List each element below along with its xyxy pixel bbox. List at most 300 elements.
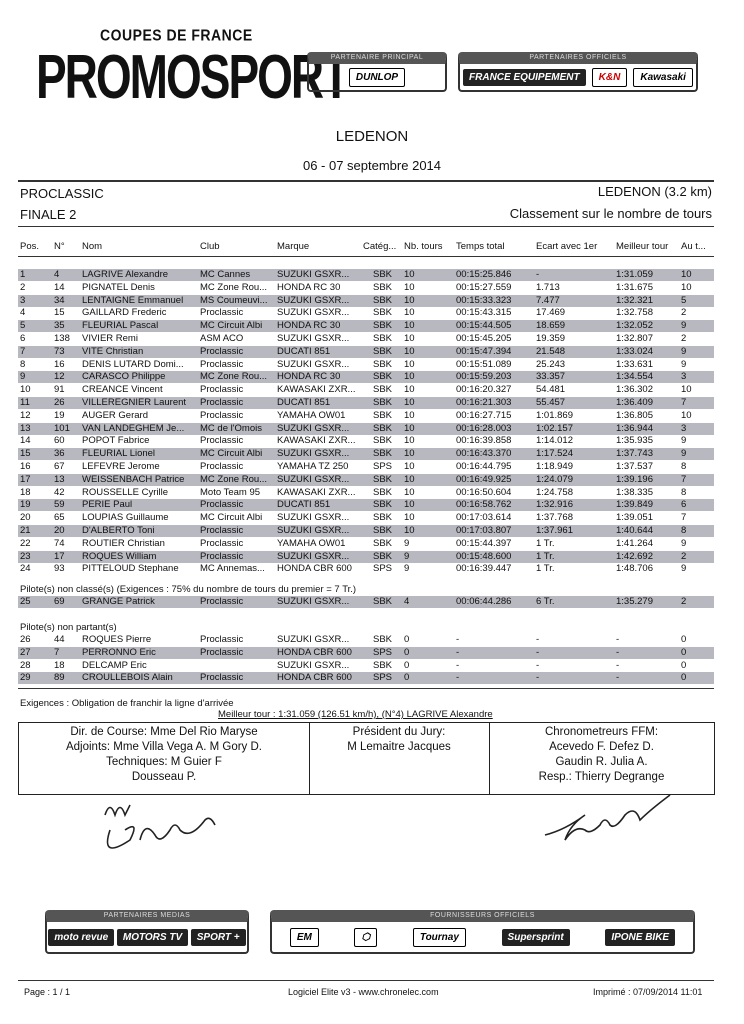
cell-total-time: 00:16:20.327 (456, 384, 512, 396)
cell-total-time: 00:17:03.807 (456, 525, 512, 536)
cell-name: ROQUES Pierre (82, 634, 152, 645)
cell-total-time: 00:16:50.604 (456, 486, 512, 498)
cell-name: CROULLEBOIS Alain (82, 672, 173, 684)
cell-at-lap: 7 (681, 512, 687, 524)
cell-best-lap: 1:35.279 (616, 596, 653, 607)
cell-at-lap: 10 (681, 269, 692, 280)
cell-gap: 1:17.524 (536, 448, 573, 460)
official-suppliers-title: FOURNISSEURS OFFICIELS (430, 912, 535, 919)
cell-gap: 1:32.916 (536, 499, 573, 511)
cell-brand: SUZUKI GSXR... (277, 512, 350, 524)
cell-total-time: 00:16:43.370 (456, 448, 512, 460)
cell-club: Proclassic (200, 461, 244, 472)
cell-laps: 10 (404, 320, 415, 332)
cell-category: SBK (373, 409, 393, 421)
cell-club: MC Annemas... (200, 563, 265, 575)
col-best-lap: Meilleur tour (616, 241, 669, 252)
cell-category: SBK (373, 294, 393, 306)
cell-total-time: - (456, 672, 460, 684)
cell-pos: 29 (20, 672, 31, 684)
cell-at-lap: 5 (681, 294, 687, 306)
cell-brand: YAMAHA OW01 (277, 537, 346, 549)
cell-at-lap: 10 (681, 409, 692, 421)
table-row (18, 647, 714, 659)
table-row (18, 333, 714, 345)
cell-gap: 6 Tr. (536, 596, 555, 607)
director-signature (95, 795, 245, 865)
cell-number: 60 (54, 435, 65, 447)
cell-gap: 17.469 (536, 307, 566, 319)
cell-category: SBK (373, 473, 393, 485)
cell-brand: YAMAHA OW01 (277, 409, 346, 421)
cell-number: 59 (54, 499, 65, 511)
cell-brand: SUZUKI GSXR... (277, 596, 350, 607)
cell-club: MC Zone Rou... (200, 473, 268, 485)
cell-number: 19 (54, 409, 65, 421)
ipone-bike-logo: IPONE BIKE (605, 929, 675, 946)
cell-brand: DUCATI 851 (277, 397, 331, 408)
cell-name: LEFEVRE Jerome (82, 461, 160, 472)
cell-total-time: 00:16:39.858 (456, 435, 512, 447)
cell-category: SBK (373, 358, 393, 370)
cell-number: 89 (54, 672, 65, 684)
jury-president (309, 725, 489, 755)
cell-laps: 10 (404, 499, 415, 511)
cell-category: SBK (373, 345, 393, 357)
cell-category: SBK (373, 281, 393, 293)
cell-number: 65 (54, 512, 65, 524)
cell-pos: 8 (20, 358, 26, 370)
col-gap: Ecart avec 1er (536, 241, 598, 252)
timekeepers-label: Chronometreurs FFM: (544, 726, 659, 738)
dunlop-logo: DUNLOP (349, 68, 405, 87)
helmet-logo: ⬡ (354, 928, 377, 947)
cell-total-time: 00:16:58.762 (456, 499, 512, 511)
cell-total-time: 00:16:49.925 (456, 473, 512, 485)
col-category: Catég... (363, 241, 397, 252)
cell-name: ROQUES William (82, 550, 157, 562)
cell-laps: 10 (404, 397, 415, 408)
cell-club: Proclassic (200, 596, 244, 607)
em-logo: EM (290, 928, 319, 947)
cell-gap: 1:37.768 (536, 512, 573, 524)
cell-laps: 10 (404, 473, 415, 485)
cell-club: Proclassic (200, 384, 244, 396)
col-name: Nom (82, 241, 103, 252)
cell-total-time: 00:15:43.315 (456, 307, 512, 319)
cell-gap: - (536, 269, 540, 280)
cell-best-lap: 1:37.743 (616, 448, 653, 460)
table-row (18, 269, 714, 281)
cell-category: SBK (373, 435, 393, 447)
col-club: Club (200, 241, 220, 252)
cell-best-lap: 1:32.052 (616, 320, 653, 332)
cell-club: MC Zone Rou... (200, 281, 268, 293)
cell-name: DELCAMP Eric (82, 659, 147, 671)
cell-pos: 20 (20, 512, 31, 524)
table-row (18, 634, 714, 646)
cell-category: SBK (373, 384, 393, 396)
cell-brand: HONDA CBR 600 (277, 563, 352, 575)
table-row (18, 448, 714, 460)
cell-number: 36 (54, 448, 65, 460)
cell-best-lap: 1:32.758 (616, 307, 653, 319)
cell-best-lap: - (616, 659, 620, 671)
cell-brand: SUZUKI GSXR... (277, 525, 350, 536)
cell-brand: HONDA CBR 600 (277, 672, 352, 684)
cell-at-lap: 2 (681, 333, 687, 344)
cell-pos: 17 (20, 473, 31, 485)
cell-gap: 1:24.758 (536, 486, 573, 498)
cell-laps: 10 (404, 461, 415, 472)
cell-category: SBK (373, 333, 393, 344)
cell-total-time: 00:15:51.089 (456, 358, 512, 370)
cell-number: 13 (54, 473, 65, 485)
cell-pos: 21 (20, 525, 31, 536)
cell-category: SBK (373, 422, 393, 434)
timekeepers-2: Gaudin R. Julia A. (555, 756, 648, 768)
cell-brand: HONDA RC 30 (277, 371, 341, 383)
cell-at-lap: 2 (681, 550, 687, 562)
cell-category: SBK (373, 512, 393, 524)
cell-club: MC Circuit Albi (200, 320, 263, 332)
cell-category: SBK (373, 596, 393, 607)
cell-pos: 9 (20, 371, 26, 383)
cell-gap: - (536, 646, 540, 658)
cell-at-lap: 9 (681, 358, 687, 370)
cell-number: 4 (54, 269, 60, 280)
official-partners-box (458, 52, 698, 92)
cell-total-time: 00:16:44.795 (456, 461, 512, 472)
cell-laps: 0 (404, 646, 410, 658)
cell-at-lap: 9 (681, 537, 687, 549)
table-row (18, 410, 714, 422)
cell-category: SPS (373, 646, 393, 658)
cell-number: 42 (54, 486, 65, 498)
cell-pos: 26 (20, 634, 31, 645)
table-row (18, 384, 714, 396)
cell-at-lap: 9 (681, 435, 687, 447)
cell-at-lap: 6 (681, 499, 687, 511)
cell-at-lap: 3 (681, 422, 687, 434)
cell-category: SBK (373, 525, 393, 536)
cell-total-time: 00:16:28.003 (456, 422, 512, 434)
cell-at-lap: 2 (681, 596, 687, 607)
cell-brand: YAMAHA TZ 250 (277, 461, 349, 472)
cell-brand: SUZUKI GSXR... (277, 269, 350, 280)
table-row (18, 397, 714, 409)
cell-name: POPOT Fabrice (82, 435, 150, 447)
cell-best-lap: 1:36.409 (616, 397, 653, 408)
cell-total-time: 00:15:25.846 (456, 269, 512, 280)
main-partner-box (307, 52, 447, 92)
cell-number: 7 (54, 646, 60, 658)
cell-laps: 10 (404, 525, 415, 536)
cell-best-lap: 1:33.024 (616, 345, 653, 357)
cell-best-lap: 1:42.692 (616, 550, 653, 562)
main-partner-title: PARTENAIRE PRINCIPAL (330, 54, 424, 61)
cell-gap: 1 Tr. (536, 537, 555, 549)
cell-pos: 15 (20, 448, 31, 460)
cell-best-lap: 1:33.631 (616, 358, 653, 370)
cell-pos: 16 (20, 461, 31, 472)
cell-at-lap: 8 (681, 461, 687, 472)
cell-pos: 22 (20, 537, 31, 549)
cell-laps: 10 (404, 384, 415, 396)
cell-club: MC Circuit Albi (200, 448, 263, 460)
table-row (18, 512, 714, 524)
table-row (18, 435, 714, 447)
section-divider (18, 226, 714, 227)
timekeepers-1: Acevedo F. Defez D. (549, 741, 654, 753)
cell-pos: 19 (20, 499, 31, 511)
cell-total-time: - (456, 646, 460, 658)
jury-president-name: M Lemaitre Jacques (347, 741, 451, 753)
cell-laps: 10 (404, 333, 415, 344)
cell-at-lap: 10 (681, 281, 692, 293)
unclassified-title: Pilote(s) non classé(s) (Exigences : 75% du nombre de tours du premier = 7 Tr.) (20, 584, 357, 595)
event-venue: LEDENON (335, 128, 409, 145)
cell-number: 138 (54, 333, 70, 344)
cell-club: Proclassic (200, 672, 244, 684)
cell-pos: 4 (20, 307, 26, 319)
cell-pos: 25 (20, 596, 31, 607)
promosport-logo: PROMOSPORT (36, 41, 349, 112)
cell-club: MC de l'Omois (200, 422, 262, 434)
col-at-lap: Au t... (681, 241, 706, 252)
cell-category: SBK (373, 397, 393, 408)
cell-name: DENIS LUTARD Domi... (82, 358, 184, 370)
cell-brand: SUZUKI GSXR... (277, 333, 350, 344)
cell-laps: 9 (404, 550, 410, 562)
cell-category: SBK (373, 550, 393, 562)
cell-best-lap: - (616, 646, 620, 658)
cell-name: LOUPIAS Guillaume (82, 512, 169, 524)
cell-laps: 10 (404, 294, 415, 306)
cell-best-lap: 1:40.644 (616, 525, 653, 536)
cell-brand: SUZUKI GSXR... (277, 294, 350, 306)
cell-name: VIVIER Remi (82, 333, 138, 344)
cell-laps: 10 (404, 486, 415, 498)
cell-brand: SUZUKI GSXR... (277, 473, 350, 485)
col-number: N° (54, 241, 65, 252)
cell-name: D'ALBERTO Toni (82, 525, 155, 536)
cell-best-lap: 1:31.675 (616, 281, 653, 293)
cell-brand: SUZUKI GSXR... (277, 659, 350, 671)
cell-laps: 10 (404, 345, 415, 357)
cell-number: 91 (54, 384, 65, 396)
cell-category: SBK (373, 499, 393, 511)
cell-number: 16 (54, 358, 65, 370)
jury-president-label: Président du Jury: (352, 726, 446, 738)
cell-gap: 1:14.012 (536, 435, 573, 447)
race-category: PROCLASSIC (20, 186, 104, 201)
cell-pos: 1 (20, 269, 26, 280)
cell-best-lap: 1:36.944 (616, 422, 653, 434)
cell-at-lap: 9 (681, 448, 687, 460)
cell-name: CREANCE Vincent (82, 384, 163, 396)
cell-at-lap: 0 (681, 672, 687, 684)
timekeepers (489, 725, 714, 785)
cell-best-lap: 1:37.537 (616, 461, 653, 472)
cell-name: PERIE Paul (82, 499, 133, 511)
col-brand: Marque (277, 241, 310, 252)
race-technicians: Techniques: M Guier F (106, 756, 222, 768)
cell-name: VAN LANDEGHEM Je... (82, 422, 185, 434)
cell-club: MC Cannes (200, 269, 251, 280)
cell-brand: SUZUKI GSXR... (277, 422, 350, 434)
cell-number: 101 (54, 422, 70, 434)
cell-pos: 10 (20, 384, 31, 396)
cell-total-time: - (456, 634, 460, 645)
cell-number: 35 (54, 320, 65, 332)
cell-club: Proclassic (200, 525, 244, 536)
cell-club: ASM ACO (200, 333, 244, 344)
best-lap-note: Meilleur tour : 1:31.059 (126.51 km/h), (N°4) LAGRIVE Alexandre (218, 709, 493, 720)
cell-gap: 1 Tr. (536, 550, 555, 562)
cell-brand: HONDA RC 30 (277, 320, 341, 332)
france-equipement-logo: FRANCE EQUIPEMENT (463, 69, 586, 86)
jury-box (18, 722, 715, 795)
cell-number: 20 (54, 525, 65, 536)
table-row (18, 474, 714, 486)
kawasaki-logo: Kawasaki (633, 68, 693, 87)
cell-pos: 2 (20, 281, 26, 293)
cell-brand: HONDA CBR 600 (277, 646, 352, 658)
cell-name: ROUSSELLE Cyrille (82, 486, 169, 498)
cell-pos: 13 (20, 422, 31, 434)
cell-brand: SUZUKI GSXR... (277, 550, 350, 562)
cell-best-lap: 1:39.051 (616, 512, 653, 524)
table-row (18, 371, 714, 383)
cell-best-lap: 1:36.302 (616, 384, 653, 396)
media-partners-title: PARTENAIRES MEDIAS (103, 912, 191, 919)
cell-club: MC Zone Rou... (200, 371, 268, 383)
cell-category: SPS (373, 461, 393, 472)
cell-brand: KAWASAKI ZXR... (277, 384, 356, 396)
cell-best-lap: 1:32.807 (616, 333, 653, 344)
cell-at-lap: 0 (681, 634, 687, 645)
cell-name: PITTELOUD Stephane (82, 563, 179, 575)
event-dates: 06 - 07 septembre 2014 (302, 158, 442, 173)
software-credit: Logiciel Elite v3 - www.chronelec.com (288, 987, 439, 997)
cell-gap: 25.243 (536, 358, 566, 370)
table-row (18, 346, 714, 358)
cell-best-lap: 1:48.706 (616, 563, 653, 575)
cell-laps: 10 (404, 371, 415, 383)
cell-total-time: 00:16:27.715 (456, 409, 512, 421)
tournay-logo: Tournay (413, 928, 466, 947)
cell-number: 17 (54, 550, 65, 562)
cell-pos: 24 (20, 563, 31, 575)
cell-number: 73 (54, 345, 65, 357)
cell-best-lap: - (616, 634, 620, 645)
cell-brand: HONDA RC 30 (277, 281, 341, 293)
cell-brand: DUCATI 851 (277, 499, 331, 511)
cell-category: SBK (373, 634, 393, 645)
cell-total-time: 00:15:44.397 (456, 537, 512, 549)
race-technicians-2: Dousseau P. (131, 771, 197, 783)
cell-name: PERRONNO Eric (82, 646, 156, 658)
header-underline (18, 256, 714, 257)
cell-number: 34 (54, 294, 65, 306)
cell-total-time: 00:17:03.614 (456, 512, 512, 524)
cell-club: Proclassic (200, 435, 244, 447)
cell-laps: 9 (404, 537, 410, 549)
cell-number: 26 (54, 397, 65, 408)
motors-tv-logo: MOTORS TV (117, 929, 188, 946)
cell-at-lap: 8 (681, 525, 687, 536)
race-deputies: Adjoints: Mme Villa Vega A. M Gory D. (65, 741, 262, 753)
table-row (18, 525, 714, 537)
table-row (18, 563, 714, 575)
cell-laps: 10 (404, 409, 415, 421)
cell-best-lap: 1:41.264 (616, 537, 653, 549)
cell-laps: 10 (404, 435, 415, 447)
cell-category: SBK (373, 537, 393, 549)
cell-number: 15 (54, 307, 65, 319)
results-end-divider (18, 688, 714, 689)
cell-club: MS Coumeuvi... (200, 294, 268, 306)
cell-brand: KAWASAKI ZXR... (277, 435, 356, 447)
cell-category: SPS (373, 672, 393, 684)
cell-brand: SUZUKI GSXR... (277, 307, 350, 319)
cell-gap: - (536, 659, 540, 671)
cell-name: PIGNATEL Denis (82, 281, 155, 293)
cell-total-time: 00:15:33.323 (456, 294, 512, 306)
cell-laps: 0 (404, 634, 410, 645)
top-divider (18, 180, 714, 182)
cell-best-lap: 1:39.196 (616, 473, 653, 485)
cell-laps: 10 (404, 448, 415, 460)
sport-plus-logo: SPORT + (191, 929, 246, 946)
cell-name: GRANGE Patrick (82, 596, 155, 607)
cell-laps: 10 (404, 281, 415, 293)
cell-total-time: 00:15:27.559 (456, 281, 512, 293)
requirements-note: Exigences : Obligation de franchir la ligne d'arrivée (20, 698, 234, 709)
cell-laps: 10 (404, 307, 415, 319)
cell-brand: KAWASAKI ZXR... (277, 486, 356, 498)
cell-name: VILLEREGNIER Laurent (82, 397, 187, 408)
media-partners-box (45, 910, 249, 954)
cell-gap: 18.659 (536, 320, 566, 332)
cell-laps: 10 (404, 422, 415, 434)
cell-club: Proclassic (200, 345, 244, 357)
cell-laps: 0 (404, 672, 410, 684)
cell-pos: 23 (20, 550, 31, 562)
table-row (18, 295, 714, 307)
cell-total-time: 00:15:45.205 (456, 333, 512, 344)
cell-at-lap: 7 (681, 473, 687, 485)
footer-divider (18, 980, 714, 981)
cell-club: Proclassic (200, 550, 244, 562)
table-row (18, 359, 714, 371)
cell-at-lap: 0 (681, 646, 687, 658)
print-date: Imprimé : 07/09/2014 11:01 (593, 987, 703, 997)
cell-number: 12 (54, 371, 65, 383)
cell-category: SBK (373, 371, 393, 383)
table-row (18, 672, 714, 684)
race-officials (19, 725, 309, 785)
cell-at-lap: 9 (681, 345, 687, 357)
cell-club: Proclassic (200, 634, 244, 645)
cell-club: Moto Team 95 (200, 486, 261, 498)
cell-best-lap: 1:32.321 (616, 294, 653, 306)
table-row (18, 461, 714, 473)
cell-pos: 7 (20, 345, 26, 357)
cell-category: SPS (373, 563, 393, 575)
cell-pos: 14 (20, 435, 31, 447)
